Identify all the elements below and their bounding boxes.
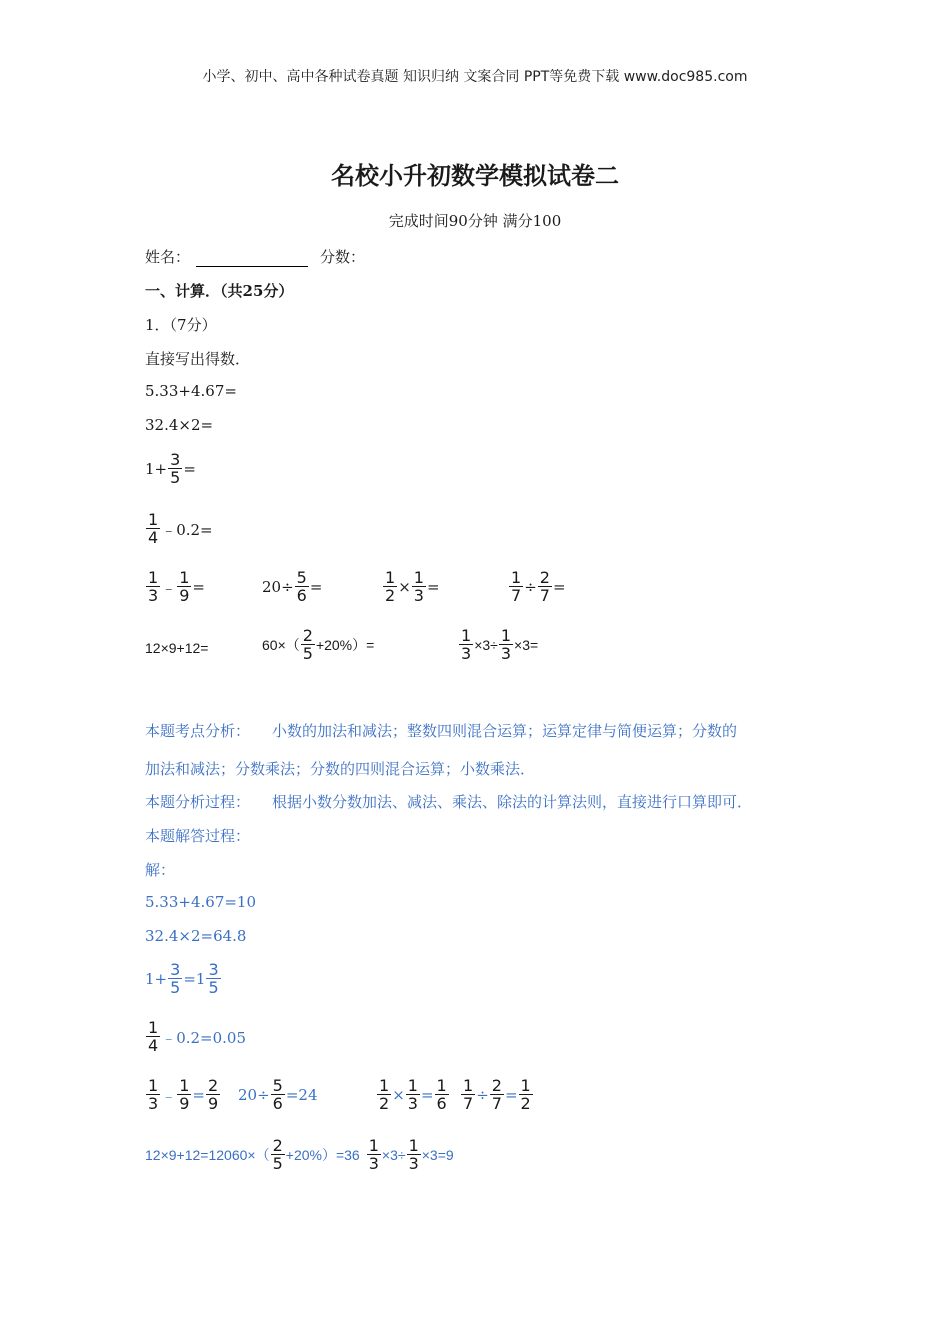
problem-3 xyxy=(145,452,196,486)
denominator: 7 xyxy=(511,586,522,605)
fraction xyxy=(538,570,552,604)
numerator: 5 xyxy=(272,1076,283,1095)
page-subtitle: 完成时间90分钟 满分100 xyxy=(388,212,562,230)
expr-text: ﹣0.2= xyxy=(161,520,213,539)
denominator: 3 xyxy=(408,1154,419,1173)
numerator: 2 xyxy=(491,1076,502,1095)
denominator: 6 xyxy=(436,1094,447,1113)
operator: ÷ xyxy=(524,578,537,596)
denominator: 9 xyxy=(179,1094,190,1113)
answer-label: 本题解答过程： xyxy=(145,827,251,845)
denominator: 2 xyxy=(520,1094,531,1113)
numerator: 1 xyxy=(379,1076,390,1095)
analysis-text: 根据小数分数加法、减法、乘法、除法的计算法则，直接进行口算即可． xyxy=(272,793,753,811)
operator: ﹣ xyxy=(161,1086,177,1105)
expr-text: 1+ xyxy=(145,970,168,988)
operator: ﹣ xyxy=(161,578,177,597)
fraction xyxy=(206,1078,220,1112)
name-label: 姓名： xyxy=(145,248,191,266)
section-heading: 一、计算．（共25分） xyxy=(145,282,294,300)
denominator: 3 xyxy=(500,644,512,663)
answer-7 xyxy=(376,1078,450,1112)
site-header: 小学、初中、高中各种试卷真题 知识归纳 文案合同 PPT等免费下载 www.doc985.com xyxy=(202,69,748,85)
problem-7 xyxy=(382,570,440,604)
problem-1: 5.33+4.67= xyxy=(145,382,237,400)
fraction xyxy=(146,1020,160,1054)
numerator: 1 xyxy=(408,1136,419,1155)
analysis-label: 本题考点分析： xyxy=(145,722,251,740)
question-instruction: 直接写出得数． xyxy=(145,350,251,368)
denominator: 3 xyxy=(407,1094,418,1113)
numerator: 1 xyxy=(148,568,159,587)
fraction xyxy=(383,570,397,604)
problem-2: 32.4×2= xyxy=(145,416,214,434)
problem-8 xyxy=(508,570,566,604)
denominator: 2 xyxy=(379,1094,390,1113)
answer-6 xyxy=(238,1078,318,1112)
answer-3 xyxy=(145,962,222,996)
fraction xyxy=(499,628,513,662)
answer-2: 32.4×2=64.8 xyxy=(145,927,247,945)
fraction xyxy=(271,1138,285,1172)
problem-9: 12×9+12= xyxy=(145,640,209,656)
expr-text: 60×（ xyxy=(262,637,300,653)
numerator: 1 xyxy=(500,626,512,645)
expr-text: =1 xyxy=(183,970,206,988)
problem-6 xyxy=(262,570,322,604)
denominator: 4 xyxy=(148,1036,159,1055)
operator: × xyxy=(398,578,411,596)
expr-text: = xyxy=(309,578,323,596)
expr-text: +20%）= xyxy=(315,637,375,653)
denominator: 6 xyxy=(296,586,307,605)
numerator: 1 xyxy=(413,568,424,587)
numerator: 2 xyxy=(302,626,313,645)
numerator: 1 xyxy=(520,1076,531,1095)
answer-5 xyxy=(145,1078,221,1112)
numerator: 1 xyxy=(368,1136,379,1155)
denominator: 2 xyxy=(385,586,396,605)
numerator: 5 xyxy=(296,568,307,587)
numerator: 3 xyxy=(208,960,219,979)
analysis-points-cont: 加法和减法；分数乘法；分数的四则混合运算；小数乘法． xyxy=(145,760,536,778)
expr-text: 20÷ xyxy=(238,1086,270,1104)
numerator: 3 xyxy=(170,960,181,979)
numerator: 1 xyxy=(148,1018,159,1037)
denominator: 5 xyxy=(302,644,313,663)
denominator: 3 xyxy=(413,586,424,605)
fraction xyxy=(406,1078,420,1112)
denominator: 3 xyxy=(148,1094,159,1113)
numerator: 1 xyxy=(463,1076,474,1095)
problem-11 xyxy=(458,628,538,662)
numerator: 1 xyxy=(179,568,190,587)
analysis-process xyxy=(145,791,752,812)
fraction xyxy=(146,1078,160,1112)
fraction xyxy=(367,1138,381,1172)
fraction xyxy=(459,628,473,662)
name-score-line xyxy=(145,246,365,267)
expr-text: 20÷ xyxy=(262,578,294,596)
numerator: 1 xyxy=(385,568,396,587)
analysis-text: 小数的加法和减法；整数四则混合运算；运算定律与简便运算；分数的 xyxy=(272,722,738,740)
expr-text: 1+ xyxy=(145,460,168,478)
fraction xyxy=(407,1138,421,1172)
fraction xyxy=(146,570,160,604)
operator: = xyxy=(504,1086,518,1104)
fraction xyxy=(271,1078,285,1112)
operator: × xyxy=(392,1086,405,1104)
denominator: 3 xyxy=(461,644,472,663)
answer-8 xyxy=(460,1078,534,1112)
fraction xyxy=(168,962,182,996)
answer-9: 12×9+12=120 xyxy=(145,1147,232,1163)
fraction xyxy=(461,1078,475,1112)
score-label: 分数： xyxy=(320,248,366,266)
fraction xyxy=(295,570,309,604)
answer-4 xyxy=(145,1020,246,1054)
numerator: 2 xyxy=(207,1076,219,1095)
analysis-label: 本题分析过程： xyxy=(145,793,251,811)
analysis-points xyxy=(145,720,737,741)
fraction xyxy=(435,1078,449,1112)
numerator: 1 xyxy=(461,626,472,645)
answer-11-expr: ×3÷ xyxy=(381,1147,406,1163)
fraction xyxy=(519,1078,533,1112)
denominator: 9 xyxy=(207,1094,219,1113)
expr-text: = xyxy=(552,578,566,596)
fraction xyxy=(206,962,220,996)
numerator: 1 xyxy=(511,568,522,587)
numerator: 1 xyxy=(179,1076,190,1095)
denominator: 3 xyxy=(368,1154,379,1173)
numerator: 1 xyxy=(148,1076,159,1095)
question-label: 1．（7分） xyxy=(145,316,217,334)
fraction xyxy=(377,1078,391,1112)
fraction xyxy=(490,1078,504,1112)
operator: ÷ xyxy=(476,1086,489,1104)
problem-10 xyxy=(262,628,374,662)
fraction xyxy=(509,570,523,604)
denominator: 5 xyxy=(170,468,181,487)
denominator: 7 xyxy=(491,1094,502,1113)
numerator: 1 xyxy=(407,1076,418,1095)
page-title: 名校小升初数学模拟试卷二 xyxy=(331,162,619,190)
fraction xyxy=(177,1078,191,1112)
denominator: 5 xyxy=(272,1154,283,1173)
fraction xyxy=(146,512,160,546)
numerator: 1 xyxy=(436,1076,447,1095)
fraction xyxy=(177,570,191,604)
expr-text: ﹣0.2=0.05 xyxy=(161,1028,247,1047)
expr-text: = xyxy=(183,460,196,478)
numerator: 3 xyxy=(170,450,181,469)
denominator: 6 xyxy=(272,1094,283,1113)
operator: = xyxy=(192,1086,205,1104)
expr-text: = xyxy=(426,578,440,596)
solve-label: 解： xyxy=(145,861,176,879)
answer-11-expr: ×3=9 xyxy=(421,1147,454,1163)
problem-4 xyxy=(145,512,213,546)
denominator: 9 xyxy=(179,586,190,605)
expr-text: ×3÷ xyxy=(474,637,498,653)
numerator: 2 xyxy=(539,568,550,587)
denominator: 7 xyxy=(539,586,550,605)
fraction xyxy=(412,570,426,604)
expr-text: ×3= xyxy=(514,637,539,653)
numerator: 1 xyxy=(148,510,159,529)
denominator: 5 xyxy=(170,978,181,997)
answer-row-9-11 xyxy=(145,1138,454,1172)
denominator: 5 xyxy=(208,978,219,997)
answer-10-expr: +20%）=36 xyxy=(285,1147,360,1163)
fraction xyxy=(168,452,182,486)
answer-1: 5.33+4.67=10 xyxy=(145,893,257,911)
name-blank xyxy=(196,252,308,267)
expr-text: = xyxy=(192,578,205,596)
operator: = xyxy=(420,1086,434,1104)
denominator: 3 xyxy=(148,586,159,605)
denominator: 4 xyxy=(148,528,159,547)
problem-5 xyxy=(145,570,205,604)
answer-10-expr: 60×（ xyxy=(231,1147,270,1163)
numerator: 2 xyxy=(272,1136,283,1155)
fraction xyxy=(301,628,315,662)
expr-text: =24 xyxy=(285,1086,318,1104)
denominator: 7 xyxy=(463,1094,474,1113)
